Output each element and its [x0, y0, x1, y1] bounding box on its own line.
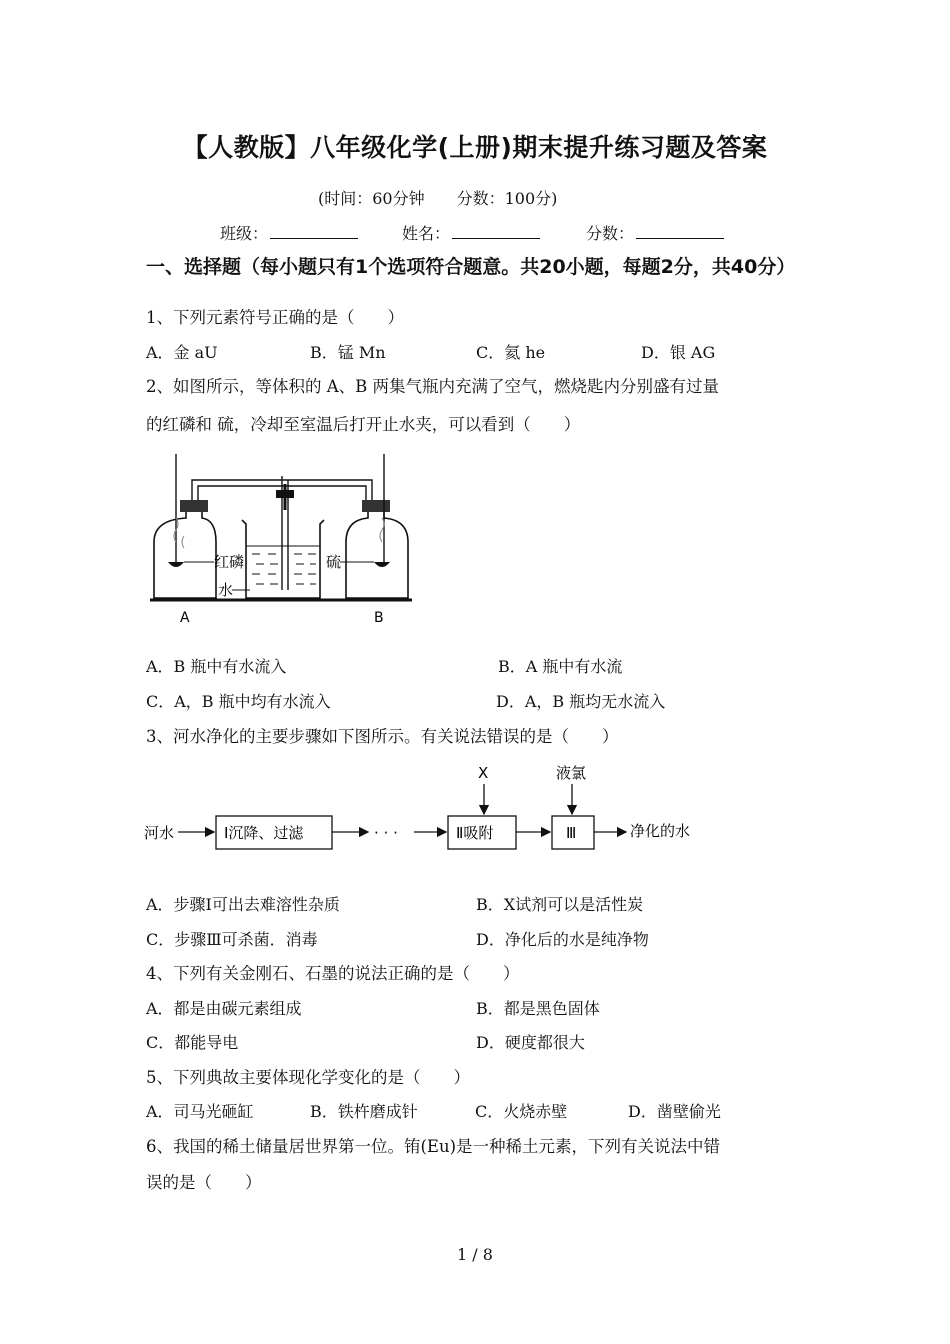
q5-option-d: D．凿壁偷光 — [628, 1102, 721, 1121]
label-x: X — [478, 764, 489, 782]
name-field — [402, 221, 540, 244]
label-liquid-chlorine: 液氯 — [556, 764, 587, 782]
q5-option-b: B．铁杵磨成针 — [310, 1102, 418, 1121]
page-number: 1 / 8 — [457, 1245, 493, 1264]
q4-option-a: A．都是由碳元素组成 — [146, 999, 302, 1018]
label-step2: Ⅱ吸附 — [456, 824, 494, 842]
question-2-stem-line1: 2、如图所示，等体积的 A、B 两集气瓶内充满了空气，燃烧匙内分别盛有过量 — [146, 377, 720, 396]
label-sulfur: 硫 — [326, 553, 342, 571]
question-6-stem-line2: 误的是（ ） — [146, 1173, 262, 1192]
label-water: 水 — [218, 581, 234, 599]
q1-option-a: A．金 aU — [146, 343, 218, 362]
q2-option-c: C．A，B 瓶中均有水流入 — [146, 692, 331, 711]
question-3-stem: 3、河水净化的主要步骤如下图所示。有关说法错误的是（ ） — [146, 727, 619, 746]
q1-option-b: B．锰 Mn — [310, 343, 386, 362]
q5-option-a: A．司马光砸缸 — [146, 1102, 254, 1121]
q3-option-b: B．X试剂可以是活性炭 — [476, 895, 644, 914]
class-blank — [270, 224, 358, 239]
label-bottle-b: B — [374, 610, 384, 626]
q4-option-c: C．都能导电 — [146, 1033, 239, 1052]
label-purified-water: 净化的水 — [630, 822, 691, 840]
name-label: 姓名： — [402, 224, 451, 243]
question-4-stem: 4、下列有关金刚石、石墨的说法正确的是（ ） — [146, 964, 520, 983]
name-blank — [452, 224, 540, 239]
score-label: 分数： — [586, 224, 635, 243]
label-dots: · · · — [374, 824, 398, 842]
question-6-stem-line1: 6、我国的稀土储量居世界第一位。铕(Eu)是一种稀土元素，下列有关说法中错 — [146, 1137, 721, 1156]
score-blank — [636, 224, 724, 239]
question-1-stem: 1、下列元素符号正确的是（ ） — [146, 308, 404, 327]
label-step3: Ⅲ — [566, 824, 577, 842]
q3-option-d: D．净化后的水是纯净物 — [476, 930, 649, 949]
q5-option-c: C．火烧赤壁 — [475, 1102, 568, 1121]
page-title: 【人教版】八年级化学(上册)期末提升练习题及答案 — [182, 133, 768, 162]
water-purification-flow-diagram — [140, 760, 720, 860]
q2-option-b: B．A 瓶中有水流 — [498, 657, 623, 676]
section-heading: 一、选择题（每小题只有1个选项符合题意。共20小题，每题2分，共40分） — [146, 256, 796, 278]
q3-option-a: A．步骤Ⅰ可出去难溶性杂质 — [146, 895, 340, 914]
score-field — [586, 221, 724, 244]
class-field — [220, 221, 358, 244]
q4-option-d: D．硬度都很大 — [476, 1033, 585, 1052]
q2-option-a: A．B 瓶中有水流入 — [146, 657, 287, 676]
label-red-phosphorus: 红磷 — [214, 553, 245, 571]
label-bottle-a: A — [180, 610, 190, 626]
class-label: 班级： — [220, 224, 269, 243]
label-step1: Ⅰ沉降、过滤 — [224, 824, 304, 842]
q1-option-c: C．氦 he — [476, 343, 546, 362]
q4-option-b: B．都是黑色固体 — [476, 999, 600, 1018]
q2-option-d: D．A，B 瓶均无水流入 — [496, 692, 666, 711]
q1-option-d: D．银 AG — [641, 343, 716, 362]
q3-option-c: C．步骤Ⅲ可杀菌．消毒 — [146, 930, 318, 949]
question-5-stem: 5、下列典故主要体现化学变化的是（ ） — [146, 1068, 470, 1087]
label-river-water: 河水 — [144, 824, 175, 842]
question-2-stem-line2: 的红磷和 硫，冷却至室温后打开止水夹，可以看到（ ） — [146, 415, 581, 434]
exam-info: (时间：60分钟 分数：100分) — [318, 189, 558, 208]
gas-bottle-apparatus-figure — [146, 450, 416, 635]
